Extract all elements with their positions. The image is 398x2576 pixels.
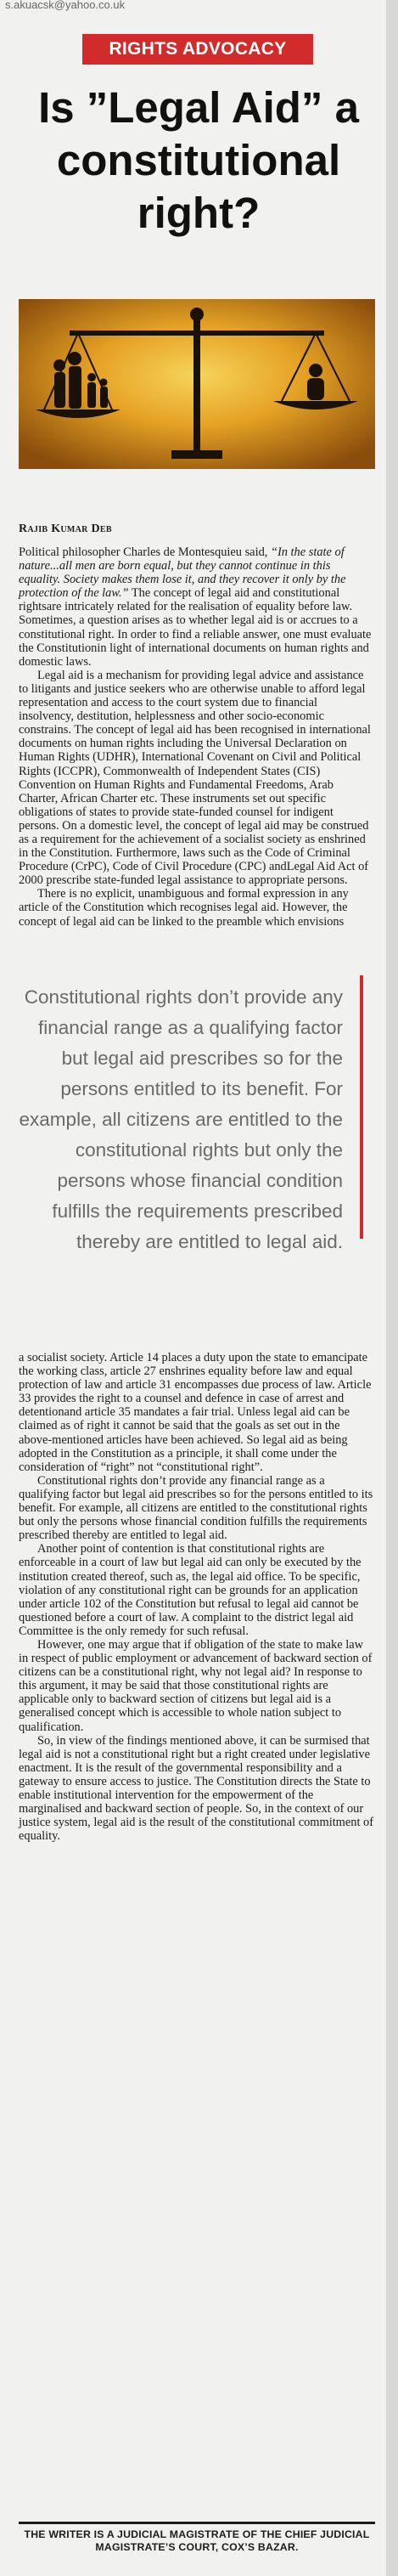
paragraph: Legal aid is a mechanism for providing legal advice and assistance to litigants and justice seekers who are otherwise unable to afford legal representation and access to the court system due to financial insolvency, destitution, helplessness and other socio-economic constrains. The concept of legal aid has been recognised in international documents on human rights including the Universal Declaration on Human Rights (UDHR), International Covenant on Civil and Political Rights (ICCPR), Commonwealth of Independent States (CIS) Convention on Human Rights and Fundamental Freedoms, Arab Charter, African Charter etc. These instruments set out specific obligations of states to provide state-funded counsel for indigent persons. On a domestic level, the concept of legal aid may be construed as a requirement for the achievement of a socialist society as enshrined in the Constitution. Furthermore, laws such as the Code of Criminal Procedure (CrPC), Code of Civil Procedure (CPC) andLegal Aid Act of 2000 prescribe state-funded legal assistance to appropriate persons. bbox=[19, 668, 371, 888]
paragraph: Constitutional rights don’t provide any financial range as a qualifying factor but legal aid prescribes so for the persons entitled to its benefit. For example, all citizens are entitled to the constitutional rights but only the persons whose financial condition fulfills the requirements prescribed thereby are entitled to legal aid. bbox=[19, 1473, 373, 1543]
paragraph-text: The concept of legal aid and constitutional rightsare intricately related for the realisation of equality before law. Sometimes, a question arises as to whether legal aid is or accrues to a constitutional right. In order to find a reliable answer, one must evaluate the Constitutionin light of international documents on human rights and domestic laws. bbox=[19, 586, 372, 669]
headline: Is ”Legal Aid” a constitutional right? bbox=[38, 83, 359, 237]
paragraph: However, one may argue that if obligation of the state to make law in respect of public employment or advancement of backward section of citizens can be a constitutional right, why not legal aid? In response to this argument, it may be said that those constitutional rights are applicable only to backward section of citizens but legal aid is a generalised concept which is accessible to whole nation subject to qualification. bbox=[19, 1637, 373, 1734]
page-edge bbox=[386, 0, 398, 2576]
byline: Rajib Kumar Deb bbox=[19, 523, 112, 535]
author-email: s.akuacsk@yahoo.co.uk bbox=[5, 0, 126, 11]
section-label: RIGHTS ADVOCACY bbox=[82, 34, 313, 65]
paragraph: Another point of contention is that constitutional rights are enforceable in a court of law but legal aid can only be executed by the institution created thereof, such as, the legal aid office. To be specific, violation of any constitutional right can be grounds for an application under article 102 of the Constitution but refusal to legal aid cannot be questioned before a court of law. A complaint to the district legal aid Committee is the only remedy for such refusal. bbox=[19, 1542, 362, 1638]
footer-rule bbox=[19, 2522, 375, 2524]
lone-figure-silhouette-icon bbox=[307, 364, 324, 400]
paragraph: There is no explicit, unambiguous and formal expression in any article of the Constitution which recognises legal aid. However, the concept of legal aid can be linked to the preamble which envisions bbox=[19, 887, 349, 929]
pull-quote-bar bbox=[360, 975, 363, 1239]
paragraph: So, in view of the findings mentioned above, it can be surmised that legal aid is not a constitutional right but a right created under legislative enactment. It is the result of the governmental responsibility and a gateway to ensure access to justice. The Constitution directs the State to enable institutional intervention for the empowerment of the marginalised and backward section of people. So, in the context of our justice system, legal aid is the result of the constitutional commitment of equality. bbox=[19, 1733, 374, 1844]
writer-note: THE WRITER IS A JUDICIAL MAGISTRATE OF THE CHIEF JUDICIAL MAGISTRATE’S COURT, COX’S BAZAR. bbox=[24, 2528, 370, 2553]
pull-quote-text: Constitutional rights don’t provide any financial range as a qualifying factor but legal aid prescribes so for the persons entitled to its benefit. For example, all citizens are entitled to the constitutional rights but only the persons whose financial condition fulfills the requirements prescribed thereby are entitled to legal aid. bbox=[19, 986, 343, 1252]
quote-intro: Political philosopher Charles de Montesquieu said, bbox=[19, 545, 271, 559]
article-body-column-1 bbox=[19, 545, 375, 929]
montesquieu-quote: “In the state of nature...all men are born equal, but they cannot continue in this equality. Society makes them lose it, and they recover it only by the protection of the law.” bbox=[19, 545, 346, 601]
article-body-column-2 bbox=[19, 1351, 375, 1843]
paragraph bbox=[19, 545, 375, 669]
scales-of-justice-illustration bbox=[19, 299, 375, 469]
paragraph: a socialist society. Article 14 places a duty upon the state to emancipate the working class, article 27 enshrines equality before law and equal protection of law and article 31 encompasses due process of law. Article 33 provides the right to a counsel and defence in case of arrest and detentionand article 35 mandates a fair trial. Unless legal aid can be claimed as of right it cannot be said that the goals as set out in the above-mentioned articles have been achieved. So legal aid as being adopted in the Constitution as a principle, it shall come under the consideration of “right” not “constitutional right”. bbox=[19, 1351, 372, 1474]
